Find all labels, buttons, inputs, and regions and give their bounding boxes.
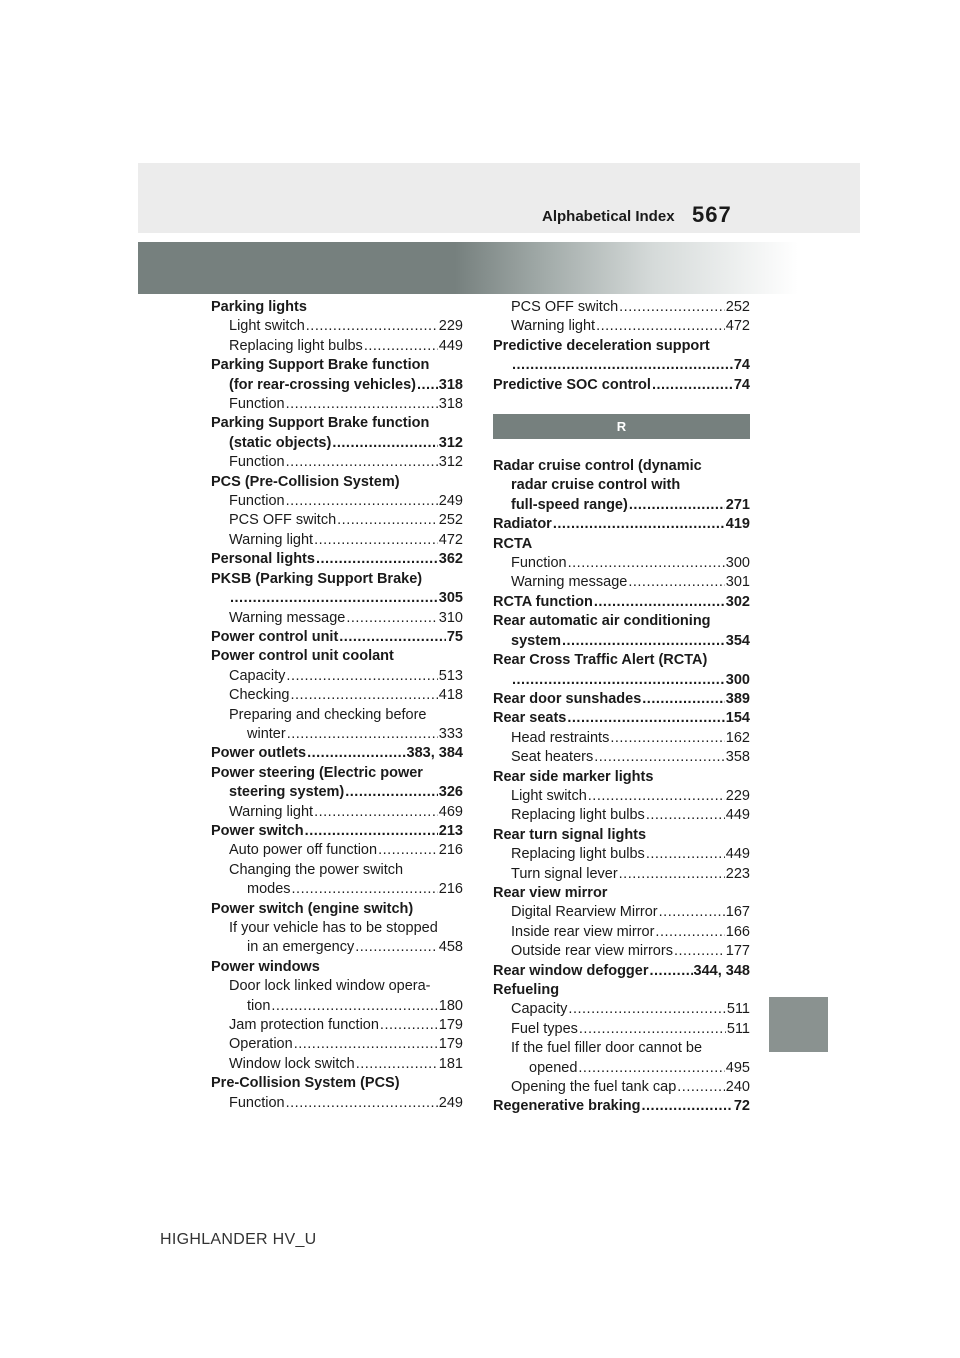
leader-dots (578, 1059, 724, 1078)
index-entry-text: If your vehicle has to be stopped (229, 920, 438, 936)
index-entry-text: Power outlets (211, 745, 307, 762)
index-entry (211, 337, 463, 356)
index-entry-text: Outside rear view mirrors (511, 943, 673, 960)
index-entry (211, 511, 463, 530)
index-column-right-top (493, 298, 750, 395)
index-entry (493, 884, 750, 903)
leader-dots (380, 1016, 438, 1035)
index-entry-page: 310 (438, 609, 463, 626)
header-band (138, 163, 860, 233)
leader-dots (610, 729, 724, 748)
leader-dots (641, 1097, 732, 1116)
index-entry-text: Regenerative braking (493, 1098, 641, 1115)
index-entry-page: 449 (725, 846, 750, 863)
index-entry-text: Radar cruise control (dynamic (493, 458, 702, 475)
index-entry (211, 317, 463, 336)
index-entry-page: 75 (446, 628, 463, 645)
index-entry (493, 1078, 750, 1097)
leader-dots (553, 515, 725, 534)
index-entry-page: 472 (438, 531, 463, 548)
index-entry-page: 223 (725, 865, 750, 882)
leader-dots (271, 997, 437, 1016)
leader-dots (307, 744, 405, 763)
index-entry (493, 457, 750, 476)
leader-dots (650, 962, 693, 981)
index-entry-text: Inside rear view mirror (511, 923, 655, 940)
index-entry (211, 900, 463, 919)
index-entry-page: 213 (438, 822, 463, 839)
leader-dots (345, 783, 438, 802)
index-entry (211, 841, 463, 860)
index-entry-text: Rear turn signal lights (493, 826, 647, 843)
index-entry-text: Function (229, 1094, 285, 1111)
index-entry (493, 748, 750, 767)
index-entry-text: in an emergency (247, 939, 355, 956)
index-entry-text: Power control unit (211, 628, 339, 645)
index-entry (493, 476, 750, 495)
index-entry-text: Pre-Collision System (PCS) (211, 1075, 400, 1092)
leader-dots (677, 1078, 725, 1097)
index-entry (211, 356, 463, 375)
index-entry-page: 72 (733, 1098, 750, 1115)
index-entry (493, 729, 750, 748)
leader-dots (339, 628, 446, 647)
index-entry-text: Power switch (engine switch) (211, 900, 414, 917)
leader-dots (346, 609, 437, 628)
index-entry-page: 154 (725, 710, 750, 727)
index-entry (211, 414, 463, 433)
index-entry (493, 942, 750, 961)
index-entry-text: Parking Support Brake function (211, 415, 430, 432)
leader-dots (292, 880, 438, 899)
index-entry (211, 958, 463, 977)
index-entry (493, 826, 750, 845)
index-entry-page: 249 (438, 493, 463, 510)
leader-dots (568, 554, 725, 573)
index-entry (211, 764, 463, 783)
index-entry-text: winter (247, 725, 286, 742)
index-entry-page: 458 (438, 939, 463, 956)
index-entry (493, 787, 750, 806)
index-entry-page: 513 (438, 667, 463, 684)
index-entry-page: 300 (725, 555, 750, 572)
index-column-right-bottom (493, 457, 750, 1117)
index-entry-text: radar cruise control with (511, 477, 681, 494)
header-gradient-bar (138, 242, 798, 294)
leader-dots (314, 531, 438, 550)
index-entry-page: 511 (726, 1020, 750, 1037)
leader-dots (567, 709, 724, 728)
index-entry-page: 326 (438, 784, 463, 801)
index-entry-page: 166 (725, 923, 750, 940)
index-entry-page: 179 (438, 1017, 463, 1034)
index-entry-page: 419 (725, 516, 750, 533)
index-entry-text: Predictive SOC control (493, 376, 651, 393)
leader-dots (674, 942, 725, 961)
index-entry-text: Personal lights (211, 551, 315, 568)
index-entry (211, 822, 463, 841)
index-entry (493, 1059, 750, 1078)
index-entry-text: Rear automatic air conditioning (493, 613, 711, 630)
leader-dots (512, 671, 725, 690)
index-entry-text: Warning light (511, 318, 596, 335)
index-entry (493, 1000, 750, 1019)
index-entry-text: Rear Cross Traffic Alert (RCTA) (493, 652, 708, 669)
index-entry-page: 179 (438, 1036, 463, 1053)
index-entry (211, 706, 463, 725)
index-entry-page: 74 (733, 357, 750, 374)
index-entry-text: PCS OFF switch (511, 299, 619, 315)
index-entry (211, 395, 463, 414)
index-entry (493, 671, 750, 690)
index-entry (211, 531, 463, 550)
index-entry (211, 570, 463, 589)
index-entry-page: 362 (438, 551, 463, 568)
index-entry-text: Fuel types (511, 1020, 578, 1037)
leader-dots (619, 298, 725, 317)
leader-dots (314, 803, 438, 822)
index-entry-text: Radiator (493, 516, 552, 533)
index-entry-page: 162 (725, 729, 750, 746)
index-entry (493, 1097, 750, 1116)
page-title: Alphabetical Index (542, 208, 675, 225)
index-entry-text: full-speed range) (511, 496, 628, 513)
index-entry (211, 919, 463, 938)
index-entry-page: 469 (438, 803, 463, 820)
leader-dots (512, 356, 733, 375)
index-entry-page: 74 (733, 376, 750, 393)
leader-dots (646, 845, 725, 864)
index-entry-text: RCTA function (493, 593, 593, 610)
index-entry-text: Light switch (229, 318, 305, 335)
index-entry-text: Power steering (Electric power (211, 764, 423, 781)
index-entry (211, 550, 463, 569)
leader-dots (286, 395, 438, 414)
index-entry-text: Warning light (229, 803, 314, 820)
index-entry (211, 492, 463, 511)
leader-dots (652, 376, 733, 395)
index-entry-text: Rear side marker lights (493, 768, 654, 785)
index-entry (493, 1020, 750, 1039)
index-entry-text: Refueling (493, 982, 560, 998)
index-entry (211, 376, 463, 395)
index-entry-text: Changing the power switch (229, 861, 404, 878)
leader-dots (230, 589, 438, 608)
index-entry-page: 216 (438, 842, 463, 859)
leader-dots (286, 667, 437, 686)
index-entry-text: Warning message (511, 574, 628, 591)
index-entry (211, 977, 463, 996)
leader-dots (594, 748, 725, 767)
index-entry-text: Auto power off function (229, 842, 378, 859)
leader-dots (594, 593, 725, 612)
index-entry-text: Function (229, 454, 285, 471)
index-entry (211, 1055, 463, 1074)
index-entry-page: 180 (438, 997, 463, 1014)
index-entry (493, 962, 750, 981)
index-entry (493, 768, 750, 787)
index-entry-page: 252 (438, 512, 463, 529)
index-entry-text: Warning message (229, 609, 346, 626)
index-entry (211, 803, 463, 822)
index-entry-text: Turn signal lever (511, 865, 618, 882)
index-entry-page: 389 (725, 690, 750, 707)
index-entry (493, 593, 750, 612)
index-entry (493, 651, 750, 670)
index-entry (211, 880, 463, 899)
leader-dots (642, 690, 725, 709)
index-entry (211, 1016, 463, 1035)
leader-dots (659, 903, 725, 922)
index-entry-page: 344, 348 (693, 962, 750, 979)
index-entry (211, 725, 463, 744)
leader-dots (655, 923, 724, 942)
index-entry (493, 337, 750, 356)
leader-dots (596, 317, 725, 336)
index-entry (493, 806, 750, 825)
index-entry-page: 301 (725, 574, 750, 591)
index-entry-page: 511 (726, 1001, 750, 1018)
index-entry-text: Function (511, 555, 567, 572)
index-entry-text: PKSB (Parking Support Brake) (211, 570, 423, 587)
index-entry-text: opened (529, 1059, 578, 1076)
index-entry-text: Replacing light bulbs (229, 337, 363, 354)
leader-dots (290, 686, 437, 705)
leader-dots (619, 865, 725, 884)
leader-dots (286, 453, 438, 472)
index-entry-page: 271 (725, 496, 750, 513)
leader-dots (588, 787, 725, 806)
index-entry (493, 496, 750, 515)
index-entry-text: If the fuel filler door cannot be (511, 1040, 703, 1057)
index-entry-page: 318 (438, 376, 463, 393)
leader-dots (306, 317, 438, 336)
index-entry (493, 903, 750, 922)
index-entry (211, 1094, 463, 1113)
index-entry-text: tion (247, 997, 271, 1014)
index-entry-page: 302 (725, 593, 750, 610)
index-entry (493, 981, 750, 1000)
index-entry (493, 515, 750, 534)
index-entry (493, 573, 750, 592)
index-entry (493, 632, 750, 651)
index-entry (493, 535, 750, 554)
index-entry-page: 383, 384 (406, 745, 463, 762)
index-entry-text: system (511, 632, 561, 649)
index-entry-text: Capacity (511, 1001, 568, 1018)
index-entry-text: Checking (229, 687, 290, 704)
index-entry (493, 845, 750, 864)
index-entry (211, 667, 463, 686)
index-entry-text: Warning light (229, 531, 314, 548)
index-entry-text: (for rear-crossing vehicles) (229, 376, 416, 393)
index-entry-text: Power windows (211, 958, 320, 975)
chapter-side-tab (769, 997, 828, 1052)
index-entry-text: Replacing light bulbs (511, 807, 645, 824)
index-entry (493, 865, 750, 884)
index-entry (211, 686, 463, 705)
index-entry (211, 473, 463, 492)
index-entry-text: modes (247, 881, 291, 898)
footer-model: HIGHLANDER HV_U (160, 1231, 317, 1248)
index-entry (211, 589, 463, 608)
index-entry-page: 300 (725, 671, 750, 688)
leader-dots (355, 938, 438, 957)
index-entry (493, 709, 750, 728)
index-entry-text: Jam protection function (229, 1017, 379, 1034)
index-entry-page: 495 (725, 1059, 750, 1076)
index-entry-text: Capacity (229, 667, 286, 684)
index-entry-text: Function (229, 396, 285, 413)
index-entry-text: Preparing and checking before (229, 706, 427, 723)
leader-dots (286, 1094, 438, 1113)
leader-dots (337, 511, 438, 530)
index-entry-text: Rear view mirror (493, 884, 608, 901)
index-entry-text: (static objects) (229, 434, 332, 451)
index-entry-text: Opening the fuel tank cap (511, 1079, 677, 1096)
index-entry-text: Power switch (211, 822, 304, 839)
index-entry (493, 317, 750, 336)
index-entry (493, 356, 750, 375)
index-column-left (211, 298, 463, 1113)
index-entry-page: 229 (438, 318, 463, 335)
index-entry-text: PCS OFF switch (229, 512, 337, 529)
index-entry-page: 472 (725, 318, 750, 335)
leader-dots (629, 496, 725, 515)
index-entry (211, 298, 463, 317)
leader-dots (562, 632, 725, 651)
index-entry-text: Seat heaters (511, 749, 594, 766)
index-entry (211, 938, 463, 957)
leader-dots (356, 1055, 438, 1074)
index-entry-text: Power control unit coolant (211, 648, 394, 665)
index-entry-page: 167 (725, 904, 750, 921)
index-entry (211, 453, 463, 472)
index-entry-page: 358 (725, 749, 750, 766)
index-entry-text: Rear seats (493, 710, 567, 727)
index-entry (211, 997, 463, 1016)
index-entry (211, 783, 463, 802)
leader-dots (316, 550, 438, 569)
index-entry (493, 376, 750, 395)
index-entry-text: Operation (229, 1036, 293, 1053)
index-entry-page: 305 (438, 590, 463, 607)
index-entry (211, 744, 463, 763)
index-entry-text: Light switch (511, 787, 587, 804)
index-entry (211, 609, 463, 628)
section-letter: R (616, 418, 627, 434)
leader-dots (286, 492, 438, 511)
index-entry (211, 434, 463, 453)
index-entry-page: 449 (725, 807, 750, 824)
index-entry-page: 252 (725, 299, 750, 315)
index-entry-page: 249 (438, 1094, 463, 1111)
index-entry-page: 449 (438, 337, 463, 354)
index-entry (211, 861, 463, 880)
index-entry (211, 1035, 463, 1054)
leader-dots (364, 337, 438, 356)
leader-dots (628, 573, 724, 592)
leader-dots (287, 725, 438, 744)
index-entry-text: Parking Support Brake function (211, 357, 430, 374)
index-entry (493, 923, 750, 942)
leader-dots (294, 1035, 438, 1054)
index-entry-page: 354 (725, 632, 750, 649)
leader-dots (305, 822, 438, 841)
leader-dots (646, 806, 725, 825)
index-entry-text: RCTA (493, 535, 533, 552)
index-entry-text: Window lock switch (229, 1055, 355, 1072)
index-entry-page: 312 (438, 434, 463, 451)
leader-dots (332, 434, 437, 453)
index-entry-page: 181 (438, 1055, 463, 1072)
index-entry-page: 216 (438, 881, 463, 898)
leader-dots (579, 1020, 726, 1039)
index-entry-page: 229 (725, 787, 750, 804)
index-entry (211, 628, 463, 647)
index-entry (493, 1039, 750, 1058)
index-entry-page: 333 (438, 725, 463, 742)
index-entry-text: Rear door sunshades (493, 690, 642, 707)
index-entry-text: PCS (Pre-Collision System) (211, 473, 400, 490)
index-entry (493, 554, 750, 573)
index-entry-text: Predictive deceleration support (493, 337, 710, 354)
leader-dots (417, 376, 438, 395)
index-entry (493, 298, 750, 317)
index-entry-text: Digital Rearview Mirror (511, 904, 658, 921)
index-entry-text: Function (229, 493, 285, 510)
index-entry (211, 647, 463, 666)
index-entry-text: Replacing light bulbs (511, 846, 645, 863)
index-entry-page: 240 (725, 1079, 750, 1096)
index-column-right (493, 298, 750, 1117)
index-entry (493, 612, 750, 631)
index-entry-page: 318 (438, 396, 463, 413)
leader-dots (568, 1000, 725, 1019)
index-entry-page: 418 (438, 687, 463, 704)
index-entry (493, 690, 750, 709)
index-entry-text: Parking lights (211, 299, 307, 315)
index-entry-text: steering system) (229, 784, 345, 801)
index-entry-text: Door lock linked window opera- (229, 978, 431, 995)
index-entry-page: 312 (438, 454, 463, 471)
index-entry-text: Rear window defogger (493, 962, 649, 979)
leader-dots (378, 841, 438, 860)
page-number: 567 (692, 202, 732, 227)
section-header-r (493, 414, 750, 439)
index-entry-text: Head restraints (511, 729, 610, 746)
index-entry-page: 177 (725, 943, 750, 960)
index-entry (211, 1074, 463, 1093)
